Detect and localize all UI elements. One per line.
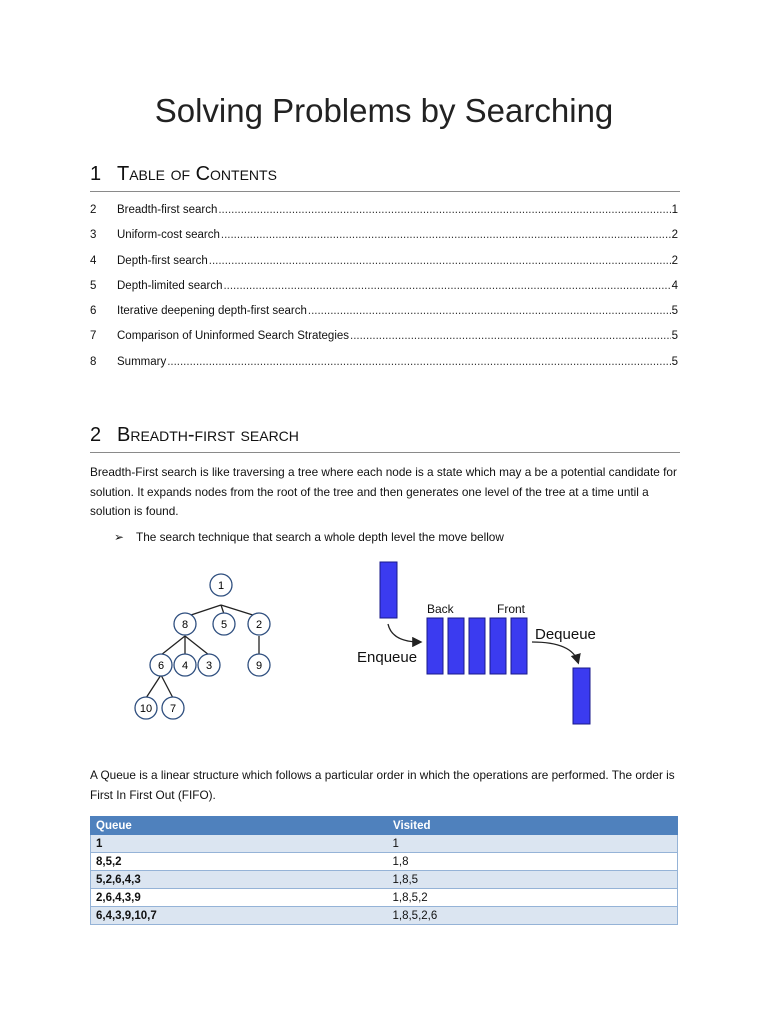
queue-item — [448, 618, 464, 674]
tree-node — [198, 654, 220, 676]
tree-node — [248, 654, 270, 676]
enqueue-arrow — [388, 624, 420, 642]
tree-node — [162, 697, 184, 719]
queue-item — [490, 618, 506, 674]
toc-entry-number: 5 — [90, 279, 97, 292]
tree-node-label: 1 — [217, 580, 225, 592]
table-row — [91, 907, 678, 925]
table-cell-visited: 1,8,5,2,6 — [388, 907, 678, 925]
tree-node-label: 7 — [169, 703, 177, 715]
toc-entry-page: 5 — [671, 305, 678, 318]
toc-entry-label[interactable]: Comparison of Uninformed Search Strategies — [117, 330, 350, 343]
incoming-queue-item — [380, 562, 397, 618]
back-label: Back — [427, 602, 454, 616]
tree-edge — [185, 636, 209, 655]
toc-heading-title: Table of Contents — [117, 163, 277, 185]
table-row — [91, 835, 678, 853]
toc-entry-label[interactable]: Depth-first search — [117, 254, 208, 267]
toc-leader-dots — [209, 255, 671, 267]
table-header-queue: Queue — [91, 817, 388, 835]
tree-edges — [146, 605, 259, 698]
bfs-bullet-text: The search technique that search a whole depth level the move bellow — [136, 530, 504, 544]
toc-entry[interactable] — [90, 204, 678, 229]
table-cell-visited: 1 — [388, 835, 678, 853]
toc-entry[interactable] — [90, 305, 678, 330]
table-row — [91, 889, 678, 907]
tree-node-label: 9 — [255, 660, 263, 672]
tree-node — [210, 574, 232, 596]
toc-entry[interactable] — [90, 356, 678, 381]
toc-entry-page: 1 — [671, 204, 678, 216]
toc-entry-page: 5 — [671, 330, 678, 343]
bfs-bullet — [114, 530, 504, 544]
tree-edge — [161, 636, 185, 655]
front-label: Front — [497, 602, 526, 616]
tree-node-label: 8 — [181, 619, 189, 631]
bfs-heading-number: 2 — [90, 424, 102, 446]
toc-entry-number: 7 — [90, 330, 97, 343]
table-row — [91, 871, 678, 889]
toc-heading-number: 1 — [90, 163, 102, 185]
toc-entry-page: 2 — [671, 229, 678, 242]
tree-node-label: 4 — [181, 660, 189, 672]
table-cell-visited: 1,8,5,2 — [388, 889, 678, 907]
toc-heading — [90, 163, 680, 192]
toc-entry-number: 3 — [90, 229, 97, 242]
document-title: Solving Problems by Searching — [154, 92, 614, 129]
bfs-trace-table — [90, 816, 678, 925]
tree-node — [248, 613, 270, 635]
tree-node — [213, 613, 235, 635]
table-row — [91, 853, 678, 871]
dequeued-item — [573, 668, 590, 724]
tree-node — [135, 697, 157, 719]
queue-item — [469, 618, 485, 674]
tree-node-label: 10 — [139, 703, 153, 715]
toc-entry-number: 4 — [90, 254, 97, 267]
toc-entry-page: 5 — [671, 355, 678, 368]
tree-edge — [161, 675, 173, 698]
queue-paragraph: A Queue is a linear structure which follows a particular order in which the operations are performed. The order is First In First Out (FIFO). — [90, 768, 675, 802]
table-cell-visited: 1,8,5 — [388, 871, 678, 889]
tree-node-label: 5 — [220, 619, 228, 631]
queue-item — [427, 618, 443, 674]
enqueue-label: Enqueue — [357, 649, 418, 666]
toc-entry-number: 2 — [90, 204, 97, 216]
toc-leader-dots — [218, 204, 670, 216]
toc-leader-dots — [221, 229, 671, 241]
bfs-heading-title: Breadth-first search — [117, 424, 299, 446]
dequeue-arrow — [532, 642, 578, 662]
tree-node-label: 6 — [157, 660, 165, 672]
toc-entry[interactable] — [90, 280, 678, 305]
toc-entry-page: 2 — [671, 254, 678, 267]
queue-item — [511, 618, 527, 674]
tree-node — [150, 654, 172, 676]
table-cell-queue: 1 — [91, 835, 388, 853]
table-cell-queue: 5,2,6,4,3 — [91, 871, 388, 889]
toc-entry[interactable] — [90, 229, 678, 254]
toc-entry[interactable] — [90, 255, 678, 280]
tree-node-label: 3 — [205, 660, 213, 672]
toc-entry-label[interactable]: Breadth-first search — [117, 204, 218, 216]
table-cell-queue: 2,6,4,3,9 — [91, 889, 388, 907]
table-cell-queue: 8,5,2 — [91, 853, 388, 871]
arrow-bullet-icon: ➢ — [114, 530, 124, 544]
toc-entry-label[interactable]: Depth-limited search — [117, 279, 223, 292]
toc-entry-number: 6 — [90, 305, 97, 318]
table-of-contents — [90, 204, 678, 381]
dequeue-label: Dequeue — [535, 626, 596, 643]
bfs-intro-paragraph: Breadth-First search is like traversing a tree where each node is a state which may a be a potential candidate for solution. It expands nodes from the root of the tree and then generates one level of the tree at a time until a solution is found. — [90, 465, 677, 518]
toc-leader-dots — [308, 305, 671, 317]
toc-leader-dots — [223, 280, 670, 292]
table-header-visited: Visited — [388, 817, 678, 835]
table-header-row — [91, 817, 678, 835]
queue-diagram — [350, 558, 620, 728]
tree-node-label: 2 — [255, 619, 263, 631]
tree-edge — [146, 675, 161, 698]
table-cell-visited: 1,8 — [388, 853, 678, 871]
toc-entry-label[interactable]: Summary — [117, 355, 167, 368]
tree-node — [174, 613, 196, 635]
bfs-heading — [90, 424, 680, 453]
queue-items — [427, 618, 527, 674]
toc-leader-dots — [350, 330, 671, 342]
toc-entry-label[interactable]: Uniform-cost search — [117, 229, 220, 242]
toc-entry[interactable] — [90, 330, 678, 355]
toc-entry-label[interactable]: Iterative deepening depth-first search — [117, 305, 307, 318]
toc-entry-page: 4 — [671, 279, 678, 292]
bfs-tree-diagram — [125, 565, 285, 725]
tree-node — [174, 654, 196, 676]
table-cell-queue: 6,4,3,9,10,7 — [91, 907, 388, 925]
toc-leader-dots — [167, 356, 670, 368]
toc-entry-number: 8 — [90, 355, 97, 368]
